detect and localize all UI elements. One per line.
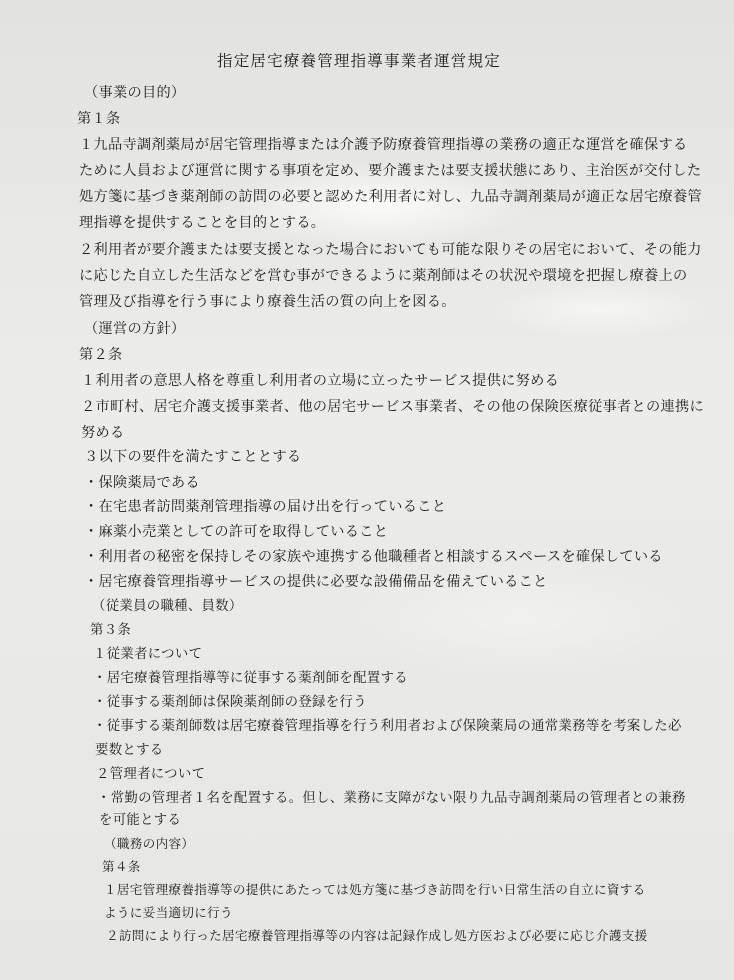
paragraph-line: １九品寺調剤薬局が居宅管理指導または介護予防療養管理指導の業務の適正な運営を確保する [79,137,688,153]
article-heading: 第１条 [77,111,121,127]
list-item: ・保険薬局である [84,475,200,491]
list-item: ・麻薬小売業としての許可を取得していること [84,524,389,540]
paragraph-line: ために人員および運営に関する事項を定め、要介護または要支援状態にあり、主治医が交付した [79,163,702,179]
paragraph-line: ３以下の要件を満たすこととする [84,449,302,465]
list-item: ・居宅療養管理指導等に従事する薬剤師を配置する [93,671,408,686]
paragraph-line: ２管理者について [96,767,206,782]
section-heading: （事業の目的） [84,85,186,101]
list-item: ・常勤の管理者１名を配置する。但し、業務に支障がない限り九品寺調剤薬局の管理者との兼務 [97,791,686,806]
article-heading: 第２条 [79,347,123,363]
paragraph-line: ２訪問により行った居宅療養管理指導等の内容は記録作成し処方医および必要に応じ介護支援 [106,928,648,943]
paragraph-line: 管理及び指導を行う事により療養生活の質の向上を図る。 [79,294,456,310]
list-item: ・利用者の秘密を保持しその家族や連携する他職種者と相談するスペースを確保している [84,549,663,565]
section-heading: （運営の方針） [84,321,186,337]
paragraph-line: ように妥当適切に行う [104,905,233,920]
list-item: ・従事する薬剤師数は居宅療養管理指導を行う利用者および保険薬局の通常業務等を考案した必 [93,719,682,734]
article-heading: 第４条 [102,859,141,874]
paragraph-line: 処方箋に基づき薬剤師の訪問の必要と認めた利用者に対し、九品寺調剤薬局が適正な居宅療養管 [79,189,702,205]
list-item: ・居宅療養管理指導サービスの提供に必要な設備備品を備えていること [84,574,548,590]
paragraph-line: ２市町村、居宅介護支援事業者、他の居宅サービス事業者、その他の保険医療従事者との連携に [81,399,704,415]
list-item: ・従事する薬剤師は保険薬剤師の登録を行う [93,695,367,710]
section-heading: （従業員の職種、員数） [92,599,243,614]
paragraph-line: １利用者の意思人格を尊重し利用者の立場に立ったサービス提供に努める [81,373,560,389]
paragraph-line: １従業者について [93,647,203,662]
paragraph-line: １居宅管理療養指導等の提供にあたっては処方箋に基づき訪問を行い日常生活の自立に資する [104,882,646,897]
list-item-continuation: 要数とする [95,743,164,758]
paragraph-line: 努める [81,425,125,441]
document-title: 指定居宅療養管理指導事業者運営規定 [217,52,501,70]
section-heading: （職務の内容） [104,836,195,851]
paragraph-line: に応じた自立した生活などを営む事ができるように薬剤師はその状況や環境を把握し療養上の [79,268,688,284]
article-heading: 第３条 [90,623,132,638]
paragraph-line: 理指導を提供することを目的とする。 [79,215,326,231]
paragraph-line: ２利用者が要介護または要支援となった場合においても可能な限りその居宅において、その能力 [79,242,702,258]
list-item: ・在宅患者訪問薬剤管理指導の届け出を行っていること [84,499,447,515]
list-item-continuation: を可能とする [99,813,182,828]
